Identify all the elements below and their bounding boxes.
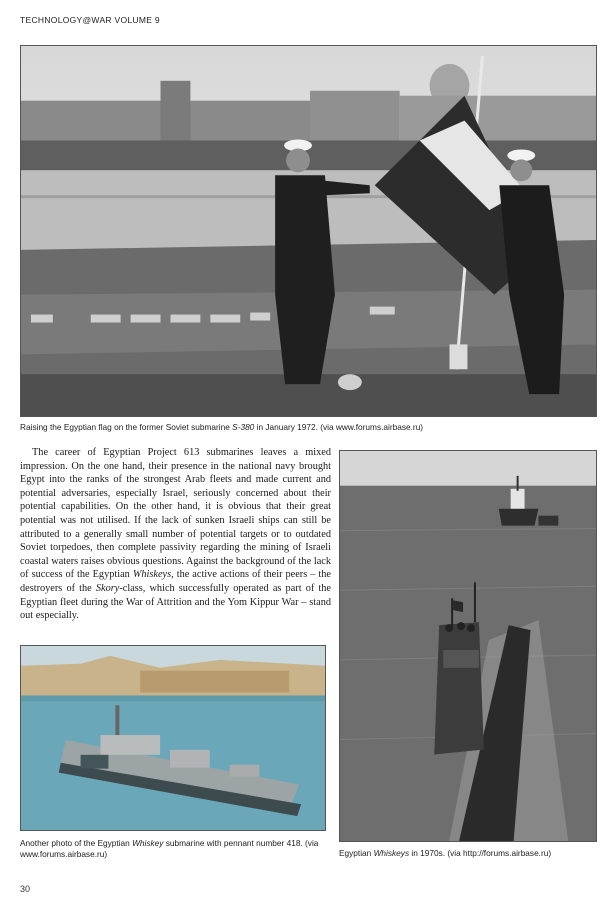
body-text-run: , the active actions of their peers – the destroyers of the [20,569,331,594]
photo3-caption [339,848,601,859]
body-paragraph [20,446,331,623]
caption-italic: S-380 [232,422,255,432]
running-header: TECHNOLOGY@WAR VOLUME 9 [20,15,160,25]
body-text-run: The career of Egyptian Project 613 submarines leaves a mixed impression. On the one hand, their presence in the national navy brought Egypt into the ranks of the strongest Arab fleets and made current and potential adversaries, especially Israel, seriously concerned about their potential capabilities. On the other hand, it is obvious that their great potential was not utilised. If the lack of sunken Israeli ships can still be attributed to a generally small number of potential targets or to outdated Soviet torpedoes, then complete passivity regarding the mining of Israeli coastal waters raises obvious questions. Against the background of the lack of success of the Egyptian [20,447,331,581]
photo-whiskeys-at-sea [339,450,597,842]
photo-whiskey-harbour [20,645,326,831]
caption-text: in 1970s. (via http://forums.airbase.ru) [409,848,552,858]
caption-text: in January 1972. (via www.forums.airbase.ru) [254,422,424,432]
caption-text: Raising the Egyptian flag on the former Soviet submarine [20,422,233,432]
caption-text: Another photo of the Egyptian [20,838,133,848]
body-text-run: -class, which successfully operated as part of the Egyptian fleet during the War of Attrition and the Yom Kippur War – stand out especially. [20,582,331,622]
photo-flag-raising [20,45,597,417]
body-italic: Skory [95,582,120,594]
body-italic: Whiskeys [132,569,172,581]
caption-text: Egyptian [339,848,374,858]
photo2-caption [20,838,326,860]
photo1-caption [20,422,597,433]
caption-italic: Whiskeys [373,848,410,858]
caption-italic: Whiskey [132,838,164,848]
caption-text: submarine with pennant number 418. (via www.forums.airbase.ru) [20,838,319,859]
page-number: 30 [20,884,31,894]
